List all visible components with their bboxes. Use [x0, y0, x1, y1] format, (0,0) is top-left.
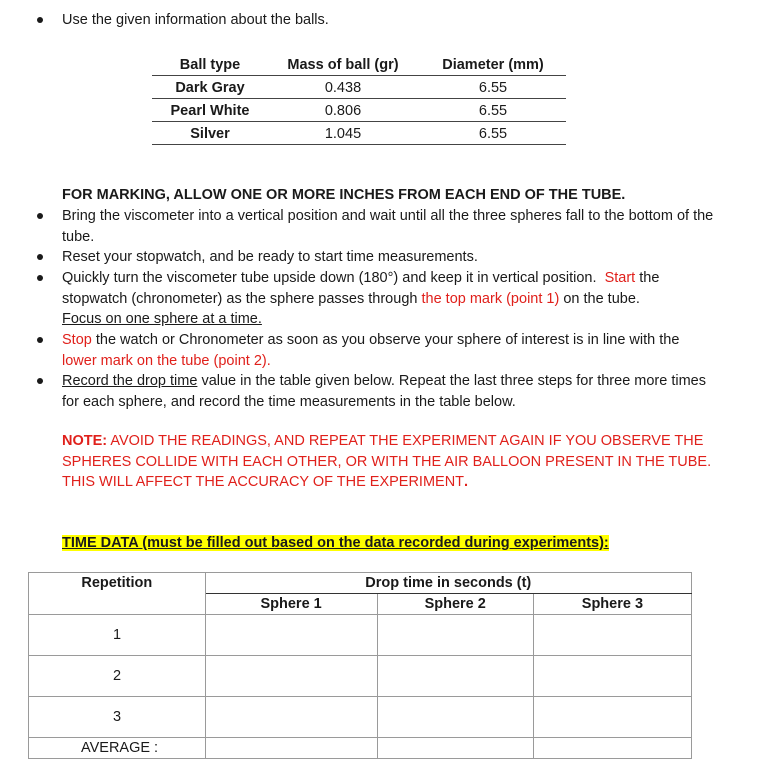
marking-note: FOR MARKING, ALLOW ONE OR MORE INCHES FROM EACH END OF THE TUBE.	[62, 187, 626, 203]
average-cell[interactable]	[533, 738, 691, 759]
time-cell[interactable]	[377, 656, 533, 697]
ball-table-header	[152, 54, 566, 77]
average-row	[29, 738, 692, 759]
step-3-part-a: Quickly turn the viscometer tube upside down (180°) and keep it in vertical position.	[62, 270, 597, 286]
sphere-3-header: Sphere 3	[533, 594, 691, 615]
time-cell[interactable]	[533, 656, 691, 697]
diameter-cell: 6.55	[478, 126, 508, 142]
step-5-text	[62, 371, 722, 412]
mass-cell: 0.438	[324, 80, 362, 96]
repetition-header: Repetition	[29, 573, 206, 615]
ball-table-rule	[152, 144, 566, 145]
bullet-dot	[37, 254, 43, 260]
ball-info-table	[152, 54, 566, 146]
diameter-cell: 6.55	[478, 80, 508, 96]
focus-instruction: Focus on one sphere at a time.	[62, 311, 262, 327]
warning-note	[62, 431, 712, 493]
repetition-number: 1	[29, 615, 206, 656]
bullet-dot	[37, 275, 43, 281]
step-3-part-e: on the tube.	[563, 290, 640, 307]
ball-table-rule	[152, 121, 566, 122]
time-cell[interactable]	[205, 615, 377, 656]
ball-row-dark-gray	[152, 77, 566, 100]
ball-type-cell: Dark Gray	[175, 80, 245, 96]
time-cell[interactable]	[205, 697, 377, 738]
stop-keyword: Stop	[62, 332, 92, 348]
bullet-dot	[37, 17, 43, 23]
time-data-table	[28, 572, 692, 759]
step-2-text: Reset your stopwatch, and be ready to start time measurements.	[62, 249, 478, 265]
step-3-text	[62, 268, 722, 330]
note-text: AVOID THE READINGS, AND REPEAT THE EXPERIMENT AGAIN IF YOU OBSERVE THE SPHERES COLLIDE WITH EACH OTHER, OR WITH THE AIR BALLOON PRESENT IN THE TUBE. THIS WILL AFFECT THE ACCURACY OF THE EXPERIMENT	[62, 433, 712, 490]
ball-table-rule	[152, 75, 566, 76]
table-row	[29, 615, 692, 656]
time-data-title: TIME DATA (must be filled out based on the data recorded during experiments):	[62, 535, 609, 551]
step-4-part-b: the watch or Chronometer as soon as you observe your sphere of interest is in line with the	[95, 332, 680, 348]
top-mark-text: the top mark (point 1)	[421, 290, 560, 307]
average-cell[interactable]	[205, 738, 377, 759]
table-row	[29, 656, 692, 697]
header-ball-type: Ball type	[179, 57, 241, 73]
header-diameter: Diameter (mm)	[442, 57, 544, 73]
time-data-title-row	[62, 533, 722, 554]
sphere-2-header: Sphere 2	[377, 594, 533, 615]
start-keyword: Start	[604, 270, 636, 286]
time-cell[interactable]	[533, 615, 691, 656]
note-label: NOTE:	[62, 433, 108, 449]
ball-type-cell: Silver	[190, 126, 230, 142]
ball-type-cell: Pearl White	[170, 103, 250, 119]
repetition-number: 2	[29, 656, 206, 697]
record-drop-time: Record the drop time	[62, 373, 198, 389]
time-cell[interactable]	[377, 615, 533, 656]
step-3-part-c: the stopwatch (chronometer) as the sphere passes through	[62, 270, 660, 307]
header-mass: Mass of ball (gr)	[287, 57, 399, 73]
mass-cell: 0.806	[324, 103, 362, 119]
average-label: AVERAGE :	[29, 738, 206, 759]
step-4-text	[62, 330, 722, 371]
ball-row-pearl-white	[152, 100, 566, 123]
table-row	[29, 697, 692, 738]
drop-time-header: Drop time in seconds (t)	[205, 573, 691, 594]
bullet-dot	[37, 213, 43, 219]
time-cell[interactable]	[533, 697, 691, 738]
intro-text: Use the given information about the balls.	[62, 12, 329, 28]
time-cell[interactable]	[377, 697, 533, 738]
note-end: .	[464, 474, 469, 490]
ball-table-rule	[152, 98, 566, 99]
bullet-dot	[37, 337, 43, 343]
time-cell[interactable]	[205, 656, 377, 697]
step-1-text: Bring the viscometer into a vertical position and wait until all the three spheres fall to the bottom of the tube.	[62, 208, 714, 245]
lower-mark-text: lower mark on the tube (point 2).	[62, 352, 271, 369]
repetition-number: 3	[29, 697, 206, 738]
ball-row-silver	[152, 123, 566, 146]
average-cell[interactable]	[377, 738, 533, 759]
bullet-dot	[37, 378, 43, 384]
diameter-cell: 6.55	[478, 103, 508, 119]
mass-cell: 1.045	[324, 126, 362, 142]
sphere-1-header: Sphere 1	[205, 594, 377, 615]
step-5-part-b: value in the table given below. Repeat the last three steps for three more times for each sphere, and record the time measurements in the table below.	[62, 373, 706, 410]
